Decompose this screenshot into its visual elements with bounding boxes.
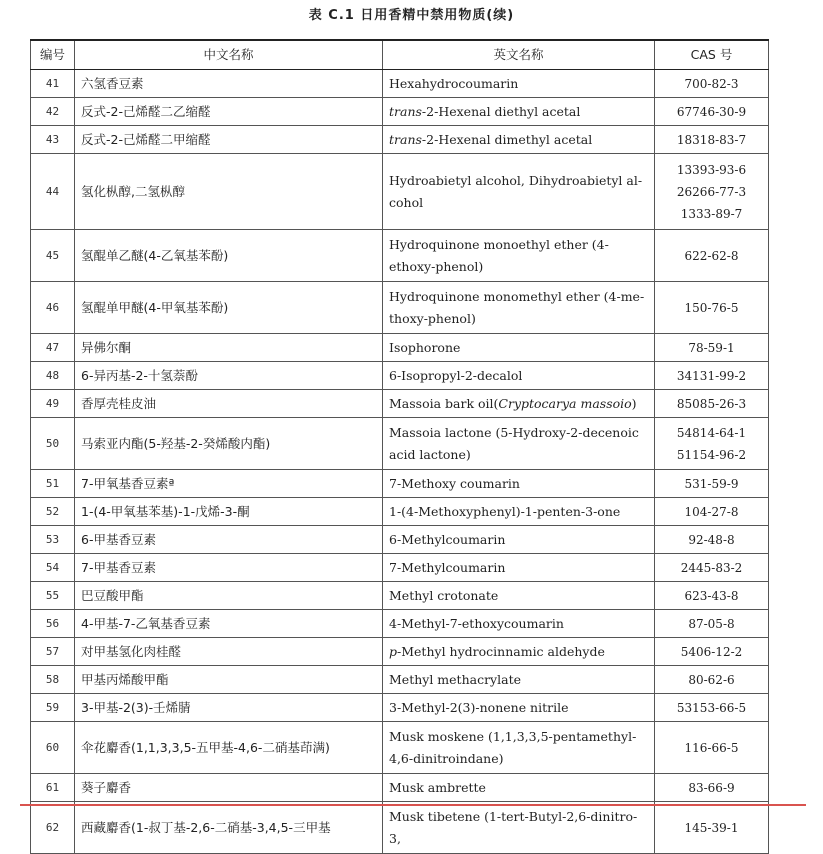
cell-english-name (383, 802, 655, 854)
table-row (31, 334, 769, 362)
cell-chinese-name: 对甲基氢化肉桂醛 (75, 638, 383, 666)
red-annotation-line (20, 804, 806, 806)
cell-chinese-name: 1-(4-甲氧基苯基)-1-戊烯-3-酮 (75, 498, 383, 526)
cell-cas-number: 54814-64-1 51154-96-2 (655, 418, 769, 470)
table-header-row (31, 40, 769, 70)
cell-cas-number: 34131-99-2 (655, 362, 769, 390)
cell-chinese-name: 反式-2-己烯醛二乙缩醛 (75, 98, 383, 126)
cell-english-name (383, 230, 655, 282)
cell-number: 43 (31, 126, 75, 154)
cell-cas-number: 85085-26-3 (655, 390, 769, 418)
english-name-text: Methyl methacrylate (389, 671, 521, 687)
cell-number: 41 (31, 70, 75, 98)
english-name-text: ) (631, 395, 637, 411)
english-name-text: Musk moskene (1,1,3,3,5-pentamethyl-4,6-dinitroindane) (389, 728, 637, 766)
header-chinese-name: 中文名称 (75, 40, 383, 70)
table-row (31, 554, 769, 582)
english-name-text: 6-Methylcoumarin (389, 531, 506, 547)
cell-chinese-name: 六氢香豆素 (75, 70, 383, 98)
table-row (31, 526, 769, 554)
cell-number: 59 (31, 694, 75, 722)
cell-cas-number: 104-27-8 (655, 498, 769, 526)
cell-english-name (383, 498, 655, 526)
table-row (31, 418, 769, 470)
cell-cas-number: 700-82-3 (655, 70, 769, 98)
cell-chinese-name: 7-甲基香豆素 (75, 554, 383, 582)
cell-english-name (383, 526, 655, 554)
english-name-text: Methyl crotonate (389, 587, 499, 603)
cell-english-name (383, 282, 655, 334)
table-row (31, 694, 769, 722)
cell-english-name (383, 582, 655, 610)
cell-english-name (383, 694, 655, 722)
cell-chinese-name: 葵子麝香 (75, 774, 383, 802)
header-cas-number: CAS 号 (655, 40, 769, 70)
cell-cas-number: 531-59-9 (655, 470, 769, 498)
cell-number: 54 (31, 554, 75, 582)
banned-substances-table (30, 39, 769, 854)
cell-english-name (383, 418, 655, 470)
english-name-italic: Cryptocarya massoio (498, 395, 632, 411)
table-row (31, 362, 769, 390)
cell-english-name (383, 390, 655, 418)
english-name-text: Musk ambrette (389, 779, 486, 795)
table-row (31, 390, 769, 418)
english-name-text: 7-Methylcoumarin (389, 559, 506, 575)
cell-chinese-name: 马索亚内酯(5-羟基-2-癸烯酸内酯) (75, 418, 383, 470)
cell-cas-number: 116-66-5 (655, 722, 769, 774)
cell-chinese-name: 氢醌单甲醚(4-甲氧基苯酚) (75, 282, 383, 334)
cell-chinese-name: 异佛尔酮 (75, 334, 383, 362)
english-name-text: 6-Isopropyl-2-decalol (389, 367, 523, 383)
cell-number: 46 (31, 282, 75, 334)
english-name-text: Isophorone (389, 339, 461, 355)
cell-cas-number: 623-43-8 (655, 582, 769, 610)
cell-cas-number: 2445-83-2 (655, 554, 769, 582)
cell-number: 58 (31, 666, 75, 694)
header-number: 编号 (31, 40, 75, 70)
english-name-text: 4-Methyl-7-ethoxycoumarin (389, 615, 564, 631)
cell-cas-number: 78-59-1 (655, 334, 769, 362)
table-row (31, 470, 769, 498)
cell-cas-number: 150-76-5 (655, 282, 769, 334)
english-name-italic: trans (389, 131, 422, 147)
cell-english-name (383, 638, 655, 666)
cell-number: 42 (31, 98, 75, 126)
cell-number: 55 (31, 582, 75, 610)
table-row (31, 638, 769, 666)
cell-chinese-name: 6-甲基香豆素 (75, 526, 383, 554)
english-name-italic: p (389, 643, 398, 659)
cell-number: 47 (31, 334, 75, 362)
english-name-text: -2-Hexenal dimethyl acetal (421, 131, 593, 147)
cell-number: 61 (31, 774, 75, 802)
table-row (31, 282, 769, 334)
cell-cas-number: 13393-93-6 26266-77-3 1333-89-7 (655, 154, 769, 230)
english-name-text: Musk tibetene (1-tert-Butyl-2,6-dinitro-3, (389, 808, 638, 846)
cell-english-name (383, 70, 655, 98)
cell-chinese-name: 甲基丙烯酸甲酯 (75, 666, 383, 694)
cell-chinese-name: 氢化枞醇,二氢枞醇 (75, 154, 383, 230)
cell-cas-number: 80-62-6 (655, 666, 769, 694)
english-name-text: -Methyl hydrocinnamic aldehyde (397, 643, 605, 659)
table-row (31, 70, 769, 98)
english-name-italic: trans (389, 103, 422, 119)
table-row (31, 722, 769, 774)
cell-chinese-name: 3-甲基-2(3)-壬烯腈 (75, 694, 383, 722)
cell-english-name (383, 470, 655, 498)
cell-cas-number: 53153-66-5 (655, 694, 769, 722)
cell-number: 57 (31, 638, 75, 666)
cell-chinese-name: 7-甲氧基香豆素ª (75, 470, 383, 498)
cell-number: 45 (31, 230, 75, 282)
cell-number: 44 (31, 154, 75, 230)
cell-english-name (383, 126, 655, 154)
cell-cas-number: 5406-12-2 (655, 638, 769, 666)
english-name-text: 1-(4-Methoxyphenyl)-1-penten-3-one (389, 503, 621, 519)
cell-cas-number: 145-39-1 (655, 802, 769, 854)
english-name-text: Hydroabietyl alcohol, Dihydroabietyl al-cohol (389, 172, 643, 210)
english-name-text: -2-Hexenal diethyl acetal (421, 103, 581, 119)
cell-number: 51 (31, 470, 75, 498)
header-english-name: 英文名称 (383, 40, 655, 70)
cell-english-name (383, 722, 655, 774)
table-row (31, 498, 769, 526)
cell-number: 62 (31, 802, 75, 854)
table-row (31, 610, 769, 638)
cell-chinese-name: 反式-2-己烯醛二甲缩醛 (75, 126, 383, 154)
cell-chinese-name: 西藏麝香(1-叔丁基-2,6-二硝基-3,4,5-三甲基 (75, 802, 383, 854)
cell-chinese-name: 伞花麝香(1,1,3,3,5-五甲基-4,6-二硝基茚满) (75, 722, 383, 774)
english-name-prefix: Massoia bark oil( (389, 395, 499, 411)
table-row (31, 802, 769, 854)
cell-english-name (383, 554, 655, 582)
cell-cas-number: 67746-30-9 (655, 98, 769, 126)
cell-english-name (383, 98, 655, 126)
english-name-text: Hydroquinone monoethyl ether (4-ethoxy-phenol) (389, 236, 609, 274)
english-name-text: Hexahydrocoumarin (389, 75, 519, 91)
cell-english-name (383, 362, 655, 390)
cell-cas-number: 83-66-9 (655, 774, 769, 802)
cell-number: 48 (31, 362, 75, 390)
cell-english-name (383, 154, 655, 230)
table-row (31, 666, 769, 694)
table-title: 表 C.1 日用香精中禁用物质(续) (308, 8, 515, 23)
cell-english-name (383, 334, 655, 362)
table-row (31, 774, 769, 802)
cell-chinese-name: 氢醌单乙醚(4-乙氧基苯酚) (75, 230, 383, 282)
cell-chinese-name: 6-异丙基-2-十氢萘酚 (75, 362, 383, 390)
table-row (31, 230, 769, 282)
cell-english-name (383, 774, 655, 802)
english-name-text: Hydroquinone monomethyl ether (4-me-thoxy-phenol) (389, 288, 645, 326)
cell-number: 60 (31, 722, 75, 774)
cell-chinese-name: 4-甲基-7-乙氧基香豆素 (75, 610, 383, 638)
cell-number: 56 (31, 610, 75, 638)
cell-number: 52 (31, 498, 75, 526)
english-name-text: Massoia lactone (5-Hydroxy-2-decenoic acid lactone) (389, 424, 639, 462)
cell-cas-number: 18318-83-7 (655, 126, 769, 154)
cell-english-name (383, 610, 655, 638)
cell-number: 53 (31, 526, 75, 554)
cell-chinese-name: 香厚壳桂皮油 (75, 390, 383, 418)
table-row (31, 154, 769, 230)
cell-number: 50 (31, 418, 75, 470)
table-row (31, 98, 769, 126)
cell-chinese-name: 巴豆酸甲酯 (75, 582, 383, 610)
english-name-text: 3-Methyl-2(3)-nonene nitrile (389, 699, 569, 715)
cell-number: 49 (31, 390, 75, 418)
table-row (31, 582, 769, 610)
cell-cas-number: 87-05-8 (655, 610, 769, 638)
cell-cas-number: 92-48-8 (655, 526, 769, 554)
cell-cas-number: 622-62-8 (655, 230, 769, 282)
cell-english-name (383, 666, 655, 694)
english-name-text: 7-Methoxy coumarin (389, 475, 520, 491)
table-row (31, 126, 769, 154)
